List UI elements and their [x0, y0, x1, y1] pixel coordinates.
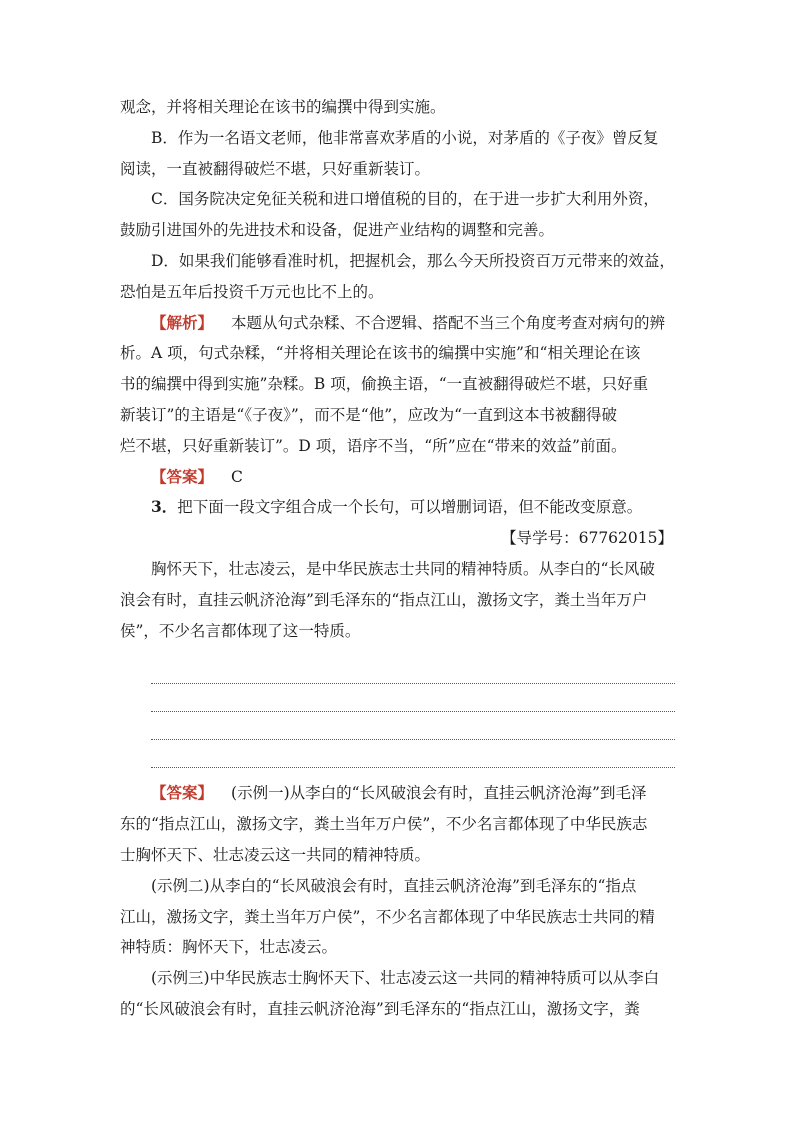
option-a-continuation: 观念，并将相关理论在该书的编撰中得到实施。	[120, 98, 446, 116]
passage-line-2: 浪会有时，直挂云帆济沧海”到毛泽东的“指点江山，激扬文字，粪土当年万户	[120, 590, 648, 609]
example-2-line-2: 江山，激扬文字，粪土当年万户侯”，不少名言都体现了中华民族志士共同的精	[120, 907, 655, 926]
answer-blank-line-2[interactable]	[151, 684, 675, 712]
answer-value: C	[231, 467, 243, 486]
passage-line-1: 胸怀天下，壮志凌云，是中华民族志士共同的精神特质。从李白的“长风破	[151, 559, 655, 578]
answer-tag: 【答案】	[151, 466, 214, 486]
q3-prompt: 3．把下面一段文字组合成一个长句，可以增删词语，但不能改变原意。	[151, 497, 643, 517]
document-page	[120, 92, 675, 1025]
example-2-line-1: (示例二)从李白的“长风破浪会有时，直挂云帆济沧海”到毛泽东的“指点	[151, 876, 637, 895]
q2-answer-line	[120, 462, 675, 493]
answer-blank-line-3[interactable]	[151, 712, 675, 740]
example-1-line-3: 士胸怀天下、壮志凌云这一共同的精神特质。	[120, 845, 431, 864]
option-c-line-1: C．国务院决定免征关税和进口增值税的目的，在于进一步扩大利用外资，	[151, 190, 659, 209]
example-2-line-3: 神特质：胸怀天下，壮志凌云。	[120, 938, 338, 957]
reference-number: 【导学号：67762015】	[501, 529, 673, 548]
answer-blank-line-1[interactable]	[151, 656, 675, 684]
option-d-line-1: D．如果我们能够看准时机，把握机会，那么今天所投资百万元带来的效益，	[151, 251, 675, 270]
analysis-line-3: 书的编撰中得到实施”杂糅。B 项，偷换主语，“一直被翻得破烂不堪，只好重	[120, 375, 649, 394]
example-3-line-1: (示例三)中华民族志士胸怀天下、壮志凌云这一共同的精神特质可以从李白	[151, 969, 660, 988]
option-c-line-2: 鼓励引进国外的先进技术和设备，促进产业结构的调整和完善。	[120, 221, 555, 240]
option-d-line-2: 恐怕是五年后投资千万元也比不上的。	[120, 282, 384, 301]
analysis-line-5: 烂不堪，只好重新装订”。D 项，语序不当，“所”应在“带来的效益”前面。	[120, 436, 627, 455]
analysis-tag: 【解析】	[151, 312, 214, 332]
question-number: 3．	[151, 497, 178, 517]
option-b-line-2: 阅读，一直被翻得破烂不堪，只好重新装订。	[120, 159, 431, 178]
answer-blank-line-4[interactable]	[151, 740, 675, 768]
example-1-line-1: 【答案】 (示例一)从李白的“长风破浪会有时，直挂云帆济沧海”到毛泽	[151, 783, 647, 803]
example-3-line-2: 的“长风破浪会有时，直挂云帆济沧海”到毛泽东的“指点江山，激扬文字，粪	[120, 999, 640, 1018]
analysis-line-4: 新装订”的主语是“《子夜》”，而不是“他”，应改为“一直到这本书被翻得破	[120, 405, 618, 424]
analysis-line-2: 析。A 项，句式杂糅，“并将相关理论在该书的编撰中实施”和“相关理论在该	[120, 344, 641, 363]
answer-tag: 【答案】	[151, 783, 214, 803]
passage-line-3: 侯”，不少名言都体现了这一特质。	[120, 621, 361, 640]
example-1-line-2: 东的“指点江山，激扬文字，粪土当年万户侯”，不少名言都体现了中华民族志	[120, 815, 648, 834]
option-b-line-1: B．作为一名语文老师，他非常喜欢茅盾的小说，对茅盾的《子夜》曾反复	[151, 128, 659, 147]
analysis-line-1: 【解析】 本题从句式杂糅、不合逻辑、搭配不当三个角度考查对病句的辨	[151, 312, 666, 332]
